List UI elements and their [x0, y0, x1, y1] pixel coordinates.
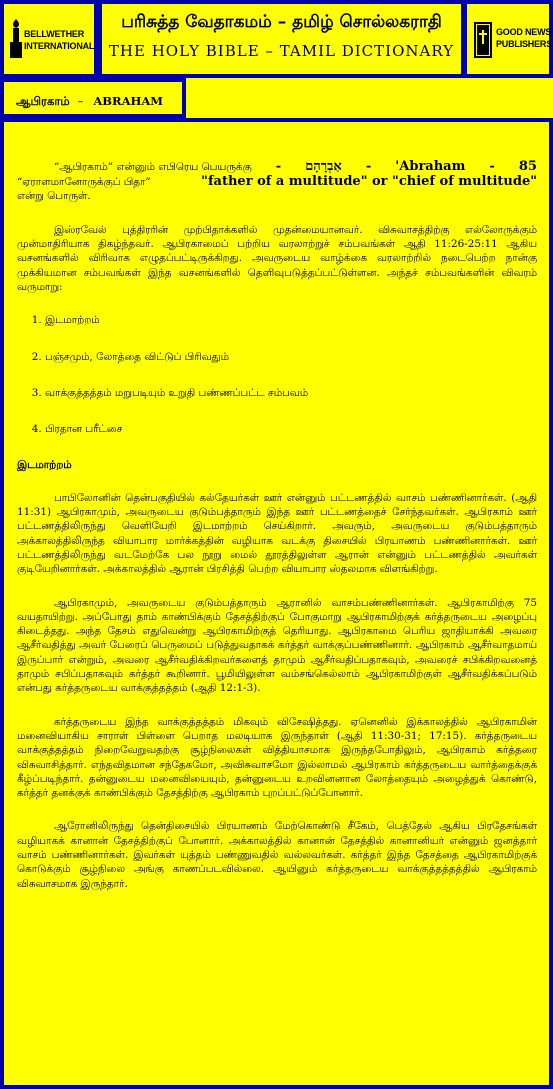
etymology-line-1 [54, 160, 537, 175]
etymology [17, 160, 537, 175]
meaning-end: என்று பொருள். [17, 190, 91, 203]
dash-3: - [489, 159, 495, 174]
paragraph-2: பாபிலோனின் தென்பகுதியில் கல்தேயர்கள் ஊர் என்னும் பட்டணத்தில் வாசம் பண்ணினார்கள். (ஆதி 11:31) ஆபிரகாமும், அவருடைய குடும்பத்தாரும் இந்த ஊர் பட்டணத்தைச் சேர்ந்தவர்கள். ஆபிரகாம் ஊர் பட்டணத்திலிருந்து வெளியேறி இடமாற்றம் செய்கிறார். அவரும், அவருடைய குடும்பத்தாரும் அக்காலத்திலிருந்த வியாபார மார்க்கத்தின் வழியாக வடக்கு திசையில் பிரயாணம் பண்ணினார்கள். ஊர் பட்டணத்திலிருந்து வடமேற்கே பல நூறு மைல் தூரத்திலுள்ள ஆரான் என்னும் பட்டணத்தில் அவர்கள் குடியேறினார்கள். அக்காலத்தில் ஆரான் பிரசித்தி பெற்ற வியாபார ஸ்தலமாக விளங்கிற்று. [17, 491, 537, 576]
dash-1: - [275, 159, 282, 174]
list-item: 2. பஞ்சமும், லோத்தை விட்டுப் பிரிவதும் [45, 350, 537, 364]
title-english: THE HOLY BIBLE – TAMIL DICTIONARY [108, 42, 455, 60]
bellwether-name: BELLWETHER INTERNATIONAL [24, 29, 95, 51]
article-body [0, 118, 553, 1089]
torch-book-icon [9, 18, 23, 62]
paragraph-3: ஆபிரகாமும், அவருடைய குடும்பத்தாரும் ஆரானில் வாசம்பண்ணினார்கள். ஆபிரகாமிற்கு 75 வயதாயிற்று. அப்போது தாம் காண்பிக்கும் தேசத்திற்குப் போகுமாறு ஆபிரகாமிற்குக் கர்த்தருடைய அழைப்பு கிடைத்தது. அந்த தேசம் எதுவென்று ஆபிரகாமிற்குத் தெரியாது. ஆபிரகாமை பெரிய ஜாதியாக்கி அவரை ஆசீர்வதித்து அவர் பேரைப் பெருமைப் படுத்துவதாகக் கர்த்தர் வாக்குப்பண்ணினார். ஆபிரகாம் ஆசீர்வாதமாய் இருப்பார் என்றும், அவரை ஆசீர்வதிக்கிறவர்களைத் தாமும் ஆசீர்வதிப்பதாகவும், அவரைச் சபிக்கிறவனைத் தாமும் சபிப்பதாகவும் கர்த்தர் கூறினார். பூமியிலுள்ள வம்சங்கெல்லாம் ஆபிரகாமிற்குள் ஆசீர்வதிக்கப்படும் என்பது கர்த்தருடைய வாக்குத்தத்தம் (ஆதி 12:1-3). [17, 596, 537, 695]
entry-separator: – [77, 94, 84, 108]
hebrew-word: אַבְרָהָם [305, 159, 342, 174]
entry-english: ABRAHAM [93, 94, 164, 108]
bellwether-logo [0, 0, 98, 78]
bible-book-icon [473, 20, 495, 62]
meaning-tamil: “ஏராளமானோருக்குப் பிதா” [17, 175, 151, 188]
intro-text: “ஆபிரகாம்” என்னும் எபிரெய பெயருக்கு [54, 161, 252, 173]
list-item: 1. இடமாற்றம் [45, 313, 537, 327]
paragraph-5: ஆரோனிலிருந்து தென்திசையில் பிரயாணம் மேற்கொண்டு சீகேம், பெத்தேல் ஆகிய பிரதேசங்கள் வழியாகக் கானான் தேசத்திற்குப் போனார். அக்காலத்தில் கானான் தேசத்தில் கானானியர் என்னும் ஜனத்தார் வாசம் பண்ணினார்கள். இவர்கள் யுத்தம் பண்ணுவதில் வல்லவர்கள். கர்த்தர் இந்த தேசத்தை ஆபிரகாமிற்குக் கொடுக்கும் சூழ்நிலை அங்கு காணப்படவில்லை. ஆயினும் கர்த்தருடைய வாக்குத்தத்தத்தில் ஆபிரகாம் விசுவாசமாக இருந்தார். [17, 820, 537, 890]
event-list [17, 313, 537, 436]
etymology-meaning [17, 175, 537, 204]
entry-word [16, 94, 163, 110]
transliteration: 'Abraham [395, 159, 466, 174]
title-tamil: பரிசுத்த வேதாகமம் – தமிழ் சொல்லகராதி [121, 12, 442, 32]
title-banner [98, 0, 465, 78]
good-news-logo [463, 0, 553, 78]
entry-word-box [0, 78, 186, 118]
dash-2: - [365, 159, 372, 174]
list-item: 4. பிரதான பரீட்சை [45, 422, 537, 436]
paragraph-4: கர்த்தருடைய இந்த வாக்குத்தத்தம் மிகவும் விசேஷித்தது. ஏனெனில் இக்காலத்தில் ஆபிரகாமின் மனைவியாகிய சாராள் பிள்ளை பெறாத மலடியாக இருந்தாள் (ஆதி 11:30-31; 17:15). கர்த்தருடைய வாக்குத்தத்தம் நிறைவேறுவதற்கு சூழ்நிலைகள் வித்தியாசமாக இருந்தபோதிலும், ஆபிரகாம் கர்த்தரை விசுவாசித்தார். எந்தவிதமான சந்தேகமோ, அவிசுவாசமோ இல்லாமல் ஆபிரகாம் கர்த்தருடைய வார்த்தைக்குக் கீழ்ப்படிந்தார். தன்னுடைய மனைவியையும், தன்னுடைய உறவினனான லோத்தையும் அழைத்துக் கொண்டு, கர்த்தர் தனக்குக் காண்பிக்கும் தேசத்திற்கு ஆபிரகாம் புறப்பட்டுப்போனார். [17, 715, 537, 800]
list-item: 3. வாக்குத்தத்தம் மறுபடியும் உறுதி பண்ணப்பட்ட சம்பவம் [45, 386, 537, 400]
paragraph-1: இஸ்ரவேல் புத்திரரின் முற்பிதாக்களில் முதன்மையானவர். விசுவாசத்திற்கு எல்லோருக்கும் முன்மாதிரியாக திகழ்ந்தவர். ஆபிரகாமைப் பற்றிய வரலாற்றுச் சம்பவங்கள் ஆதி 11:26-25:11 ஆகிய வசனங்களில் விரிவாக எழுதப்பட்டிருக்கிறது. அவருடைய வாழ்க்கை வரலாற்றில் நடைபெற்ற நான்கு முக்கியமான சம்பவங்கள் இந்த வசனங்களில் தெளிவுபடுத்தப்பட்டுள்ளன. அந்தச் சம்பவங்களின் விவரம் வருமாறு: [17, 223, 537, 293]
entry-tamil: ஆபிரகாம் [16, 94, 70, 108]
strongs-number: 85 [518, 159, 537, 174]
meaning-english: "father of a multitude" or "chief of multitude" [201, 173, 537, 189]
good-news-name: GOOD NEWS PUBLISHERS [496, 27, 553, 49]
section-heading: இடமாற்றம் [17, 459, 72, 472]
